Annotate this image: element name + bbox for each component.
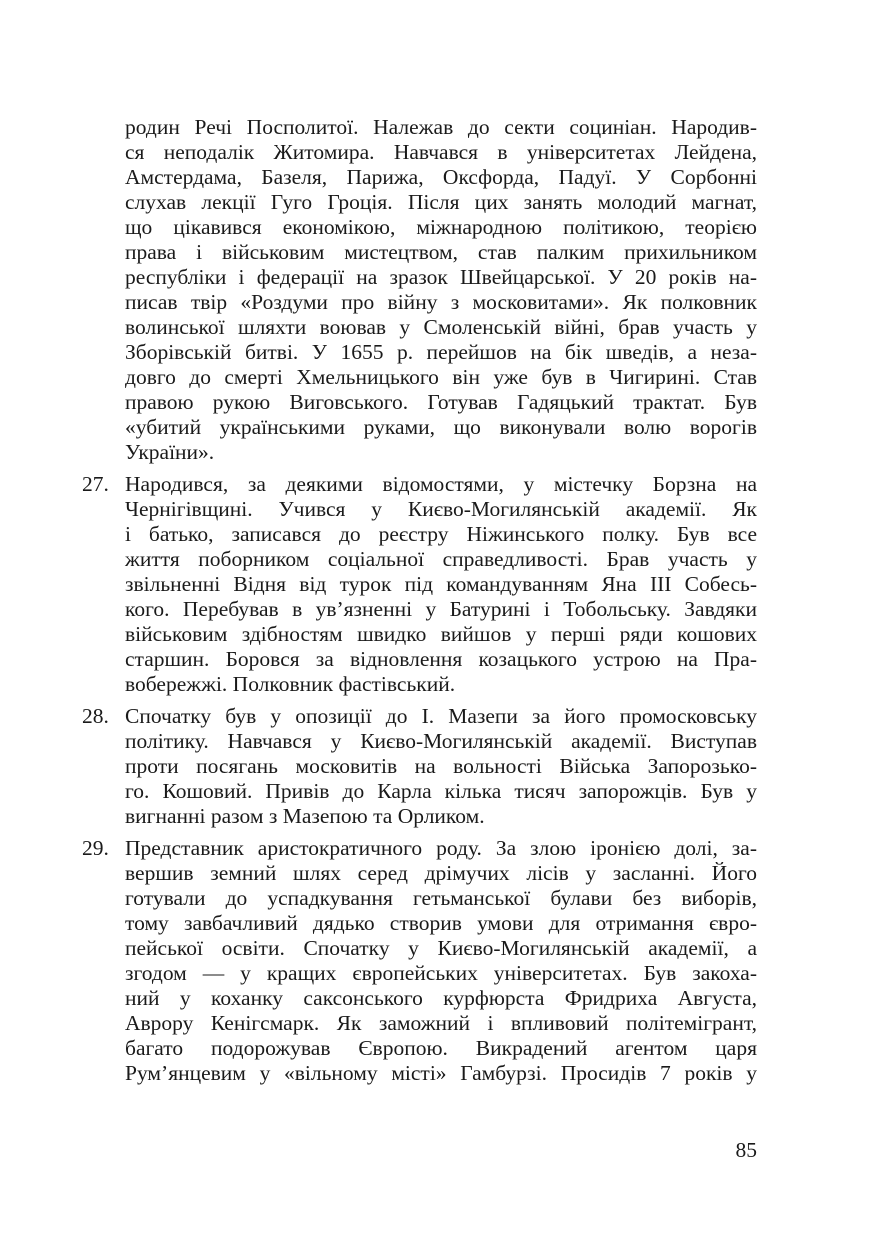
text-line: волинської шляхти воював у Смоленській війні, брав участь у	[125, 315, 757, 339]
text-line: політику. Навчався у Києво-Могилянській академії. Виступав	[125, 729, 757, 753]
text-line: вобережжі. Полковник фастівський.	[125, 672, 456, 696]
text-line: правою рукою Виговського. Готував Гадяцький трактат. Був	[125, 390, 757, 414]
text-line: пейської освіти. Спочатку у Києво-Могилянській академії, а	[125, 936, 757, 960]
text-line: Представник аристократичного роду. За злою іронією долі, за-	[125, 836, 757, 860]
text-line: «убитий українськими руками, що виконували волю ворогів	[125, 415, 757, 439]
text-line: згодом — у кращих європейських університетах. Був закоха-	[125, 961, 757, 985]
text-line: республіки і федерації на зразок Швейцарської. У 20 років на-	[125, 265, 757, 289]
text-line: родин Речі Посполитої. Належав до секти социніан. Народив-	[125, 115, 757, 139]
text-line: вигнанні разом з Мазепою та Орликом.	[125, 804, 485, 828]
text-line: Народився, за деякими відомостями, у містечку Борзна на	[125, 472, 757, 496]
text-line: слухав лекції Гуго Гроція. Після цих занять молодий магнат,	[125, 190, 757, 214]
text-line: проти посягань московитів на вольності Війська Запорозько-	[125, 754, 757, 778]
text-line: старшин. Боровся за відновлення козацького устрою на Пра-	[125, 647, 757, 671]
text-line: довго до смерті Хмельницького він уже був в Чигирині. Став	[125, 365, 757, 389]
text-line: готували до успадкування гетьманської булави без виборів,	[125, 886, 757, 910]
text-line: Зборівській битві. У 1655 р. перейшов на бік шведів, а неза-	[125, 340, 757, 364]
text-line: військовим здібностям швидко вийшов у перші ряди кошових	[125, 622, 757, 646]
text-line: звільненні Відня від турок під командуванням Яна III Собесь-	[125, 572, 757, 596]
page-number: 85	[735, 1138, 757, 1162]
text-line: що цікавився економікою, міжнародною політикою, теорією	[125, 215, 757, 239]
text-line: життя поборником соціальної справедливості. Брав участь у	[125, 547, 757, 571]
item-number: 28.	[82, 704, 109, 728]
text-line: писав твір «Роздуми про війну з московитами». Як полковник	[125, 290, 757, 314]
text-line: вершив земний шлях серед дрімучих лісів у засланні. Його	[125, 861, 757, 885]
text-line: тому завбачливий дядько створив умови для отримання євро-	[125, 911, 757, 935]
text-line: Спочатку був у опозиції до І. Мазепи за його промосковську	[125, 704, 757, 728]
text-line: Аврору Кенігсмарк. Як заможний і впливовий політемігрант,	[125, 1011, 757, 1035]
text-line: кого. Перебував в ув’язненні у Батурині і Тобольську. Завдяки	[125, 597, 757, 621]
text-line: Рум’янцевим у «вільному місті» Гамбурзі. Просидів 7 років у	[125, 1061, 757, 1085]
text-line: України».	[125, 440, 215, 464]
item-number: 27.	[82, 472, 109, 496]
text-line: і батько, записався до реєстру Ніжинського полку. Був все	[125, 522, 757, 546]
text-line: ний у коханку саксонського курфюрста Фридриха Августа,	[125, 986, 757, 1010]
text-line: права і військовим мистецтвом, став палким прихильником	[125, 240, 757, 264]
text-line: Амстердама, Базеля, Парижа, Оксфорда, Падуї. У Сорбонні	[125, 165, 757, 189]
item-number: 29.	[82, 836, 109, 860]
text-line: багато подорожував Європою. Викрадений агентом царя	[125, 1036, 757, 1060]
text-line: ся неподалік Житомира. Навчався в університетах Лейдена,	[125, 140, 757, 164]
text-line: го. Кошовий. Привів до Карла кілька тисяч запорожців. Був у	[125, 779, 757, 803]
text-line: Чернігівщині. Учився у Києво-Могилянській академії. Як	[125, 497, 757, 521]
